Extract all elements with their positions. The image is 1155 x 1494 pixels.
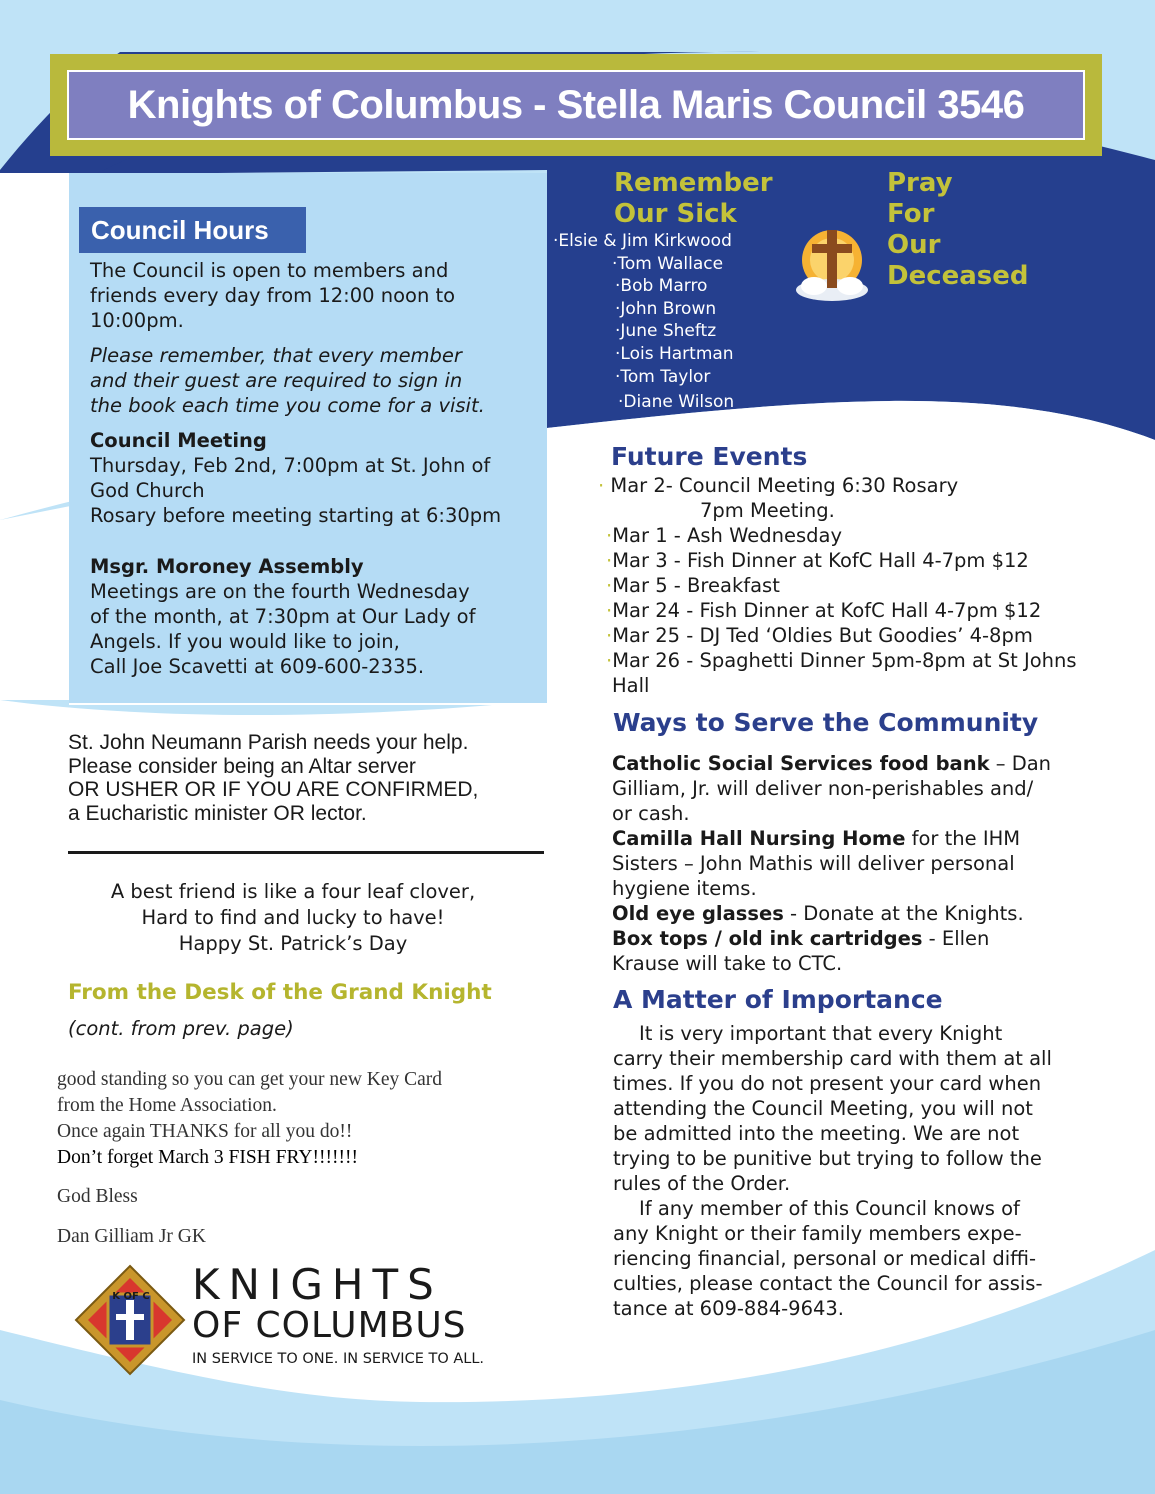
quote-line: Hard to find and lucky to have!	[141, 906, 445, 929]
importance-line: culties, please contact the Council for assis-	[613, 1272, 1043, 1295]
serve-item-text: - Donate at the Knights.	[783, 902, 1024, 925]
letter-line: Dan Gilliam Jr GK	[57, 1226, 206, 1247]
letter-line: Don’t forget March 3 FISH FRY!!!!!!!	[57, 1147, 358, 1168]
kofc-emblem-icon	[72, 1264, 188, 1376]
meeting-line: Thursday, Feb 2nd, 7:00pm at St. John of	[90, 454, 491, 477]
open-line: The Council is open to members and	[90, 259, 449, 282]
deceased-line: Pray	[887, 168, 953, 198]
serve-item-text: Krause will take to CTC.	[612, 952, 843, 975]
importance-line: riencing financial, personal or medical diffi-	[613, 1247, 1037, 1270]
council-hours-text	[90, 258, 540, 679]
sick-heading-line: Remember	[614, 168, 773, 198]
serve-item-title: Catholic Social Services food bank	[612, 752, 990, 775]
council-meeting-title: Council Meeting	[90, 429, 267, 452]
grand-knight-cont: (cont. from prev. page)	[68, 1017, 294, 1040]
event-item	[612, 674, 649, 697]
meeting-line: Rosary before meeting starting at 6:30pm	[90, 504, 502, 527]
parish-line: St. John Neumann Parish needs your help.	[68, 731, 469, 754]
clover-quote	[68, 879, 518, 957]
sick-heading-line: Our Sick	[614, 199, 737, 229]
sick-name: ·Diane Wilson	[618, 392, 735, 413]
event-item: ·Mar 5 - Breakfast	[606, 574, 780, 597]
event-item: · Mar 2- Council Meeting 6:30 Rosary	[598, 474, 959, 497]
logo-of-columbus: OF COLUMBUS	[192, 1305, 467, 1346]
parish-line: Please consider being an Altar server	[68, 754, 416, 778]
reminder-line: and their guest are required to sign in	[90, 369, 463, 392]
importance-line: If any member of this Council knows of	[639, 1197, 1020, 1220]
council-hours-heading: Council Hours	[79, 207, 306, 253]
assembly-line: of the month, at 7:30pm at Our Lady of	[90, 605, 476, 628]
serve-item-text: – Dan	[989, 752, 1052, 775]
deceased-line: For	[887, 199, 935, 229]
grand-knight-letter	[57, 1067, 527, 1250]
meeting-line: God Church	[90, 479, 205, 502]
parish-line: OR USHER OR IF YOU ARE CONFIRMED,	[68, 778, 479, 801]
future-events-heading: Future Events	[611, 442, 808, 471]
sick-name: ·John Brown	[615, 298, 717, 319]
letter-line: God Bless	[57, 1186, 138, 1207]
cross-icon	[792, 220, 872, 306]
importance-line: times. If you do not present your card when	[613, 1072, 1042, 1095]
quote-line: A best friend is like a four leaf clover,	[110, 880, 476, 903]
serve-item-title: Old eye glasses	[612, 902, 784, 925]
title-box	[67, 70, 1085, 140]
sick-name: ·June Sheftz	[615, 321, 717, 342]
letter-line: good standing so you can get your new Key Card	[57, 1069, 443, 1090]
deceased-heading	[887, 168, 1029, 292]
importance-line: attending the Council Meeting, you will not	[613, 1097, 1033, 1120]
event-text: Mar 5 - Breakfast	[612, 574, 780, 597]
importance-line: trying to be punitive but trying to follow the	[613, 1147, 1042, 1170]
sick-list	[553, 230, 803, 414]
open-line: 10:00pm.	[90, 309, 184, 332]
serve-item-title: Box tops / old ink cartridges	[612, 927, 923, 950]
letter-line: Once again THANKS for all you do!!	[57, 1121, 353, 1142]
importance-line: any Knight or their family members expe-	[613, 1222, 1022, 1245]
event-text: Mar 26 - Spaghetti Dinner 5pm-8pm at St Johns	[612, 649, 1077, 672]
deceased-line: Our	[887, 230, 941, 260]
logo-tagline: IN SERVICE TO ONE. IN SERVICE TO ALL.	[192, 1351, 485, 1367]
serve-item-text: Gilliam, Jr. will deliver non-perishables and/	[612, 777, 1034, 800]
sick-name: ·Tom Taylor	[615, 366, 711, 387]
event-item: ·Mar 24 - Fish Dinner at KofC Hall 4-7pm $12	[606, 599, 1042, 622]
serve-item-text: Sisters – John Mathis will deliver personal	[612, 852, 1015, 875]
importance-text	[613, 1021, 1113, 1321]
sick-name: ·Bob Marro	[615, 276, 708, 297]
event-text: Hall	[612, 674, 650, 697]
event-text: Mar 3 - Fish Dinner at KofC Hall 4-7pm $12	[612, 549, 1029, 572]
parish-help	[68, 731, 538, 825]
event-item: ·Mar 26 - Spaghetti Dinner 5pm-8pm at St Johns	[606, 649, 1077, 672]
event-text: Mar 24 - Fish Dinner at KofC Hall 4-7pm $12	[612, 599, 1042, 622]
serve-heading: Ways to Serve the Community	[613, 708, 1039, 737]
importance-line: carry their membership card with them at all	[613, 1047, 1052, 1070]
serve-item-text: for the IHM	[905, 827, 1021, 850]
quote-line: Happy St. Patrick’s Day	[178, 932, 408, 955]
event-item: ·Mar 25 - DJ Ted ‘Oldies But Goodies’ 4-8pm	[606, 624, 1033, 647]
event-text: Mar 2- Council Meeting 6:30 Rosary	[610, 474, 959, 497]
sick-heading	[614, 168, 773, 230]
importance-line: tance at 609-884-9643.	[613, 1297, 845, 1320]
serve-item-text: hygiene items.	[612, 877, 757, 900]
importance-line: be admitted into the meeting. We are not	[613, 1122, 1020, 1145]
logo-knights: KNIGHTS	[192, 1260, 443, 1309]
deceased-line: Deceased	[887, 261, 1029, 291]
reminder-line: the book each time you come for a visit.	[90, 394, 485, 417]
reminder-line: Please remember, that every member	[90, 344, 462, 367]
divider	[68, 851, 544, 854]
serve-item-text: or cash.	[612, 802, 690, 825]
event-text: Mar 1 - Ash Wednesday	[612, 524, 842, 547]
importance-line: rules of the Order.	[613, 1172, 791, 1195]
event-text: 7pm Meeting.	[700, 499, 835, 522]
letter-line: from the Home Association.	[57, 1095, 277, 1116]
page-title: Knights of Columbus - Stella Maris Council 3546	[127, 82, 1025, 127]
assembly-line: Meetings are on the fourth Wednesday	[90, 580, 470, 603]
grand-knight-heading: From the Desk of the Grand Knight	[68, 980, 492, 1005]
event-item: ·Mar 1 - Ash Wednesday	[606, 524, 842, 547]
emblem-text: K OF C	[112, 1291, 150, 1302]
serve-list	[612, 751, 1112, 976]
parish-line: a Eucharistic minister OR lector.	[68, 801, 367, 825]
serve-item-title: Camilla Hall Nursing Home	[612, 827, 906, 850]
event-item: ·Mar 3 - Fish Dinner at KofC Hall 4-7pm $12	[606, 549, 1029, 572]
open-line: friends every day from 12:00 noon to	[90, 284, 456, 307]
event-text: Mar 25 - DJ Ted ‘Oldies But Goodies’ 4-8pm	[612, 624, 1033, 647]
importance-heading: A Matter of Importance	[613, 985, 943, 1014]
assembly-line: Call Joe Scavetti at 609-600-2335.	[90, 655, 425, 678]
sick-name: ·Elsie & Jim Kirkwood	[553, 231, 732, 251]
sick-name: ·Lois Hartman	[615, 343, 734, 364]
event-item	[700, 499, 835, 522]
assembly-line: Angels. If you would like to join,	[90, 630, 400, 653]
importance-line: It is very important that every Knight	[639, 1022, 1003, 1045]
sick-name: ·Tom Wallace	[612, 253, 724, 274]
serve-item-text: - Ellen	[922, 927, 990, 950]
assembly-title: Msgr. Moroney Assembly	[90, 555, 364, 578]
